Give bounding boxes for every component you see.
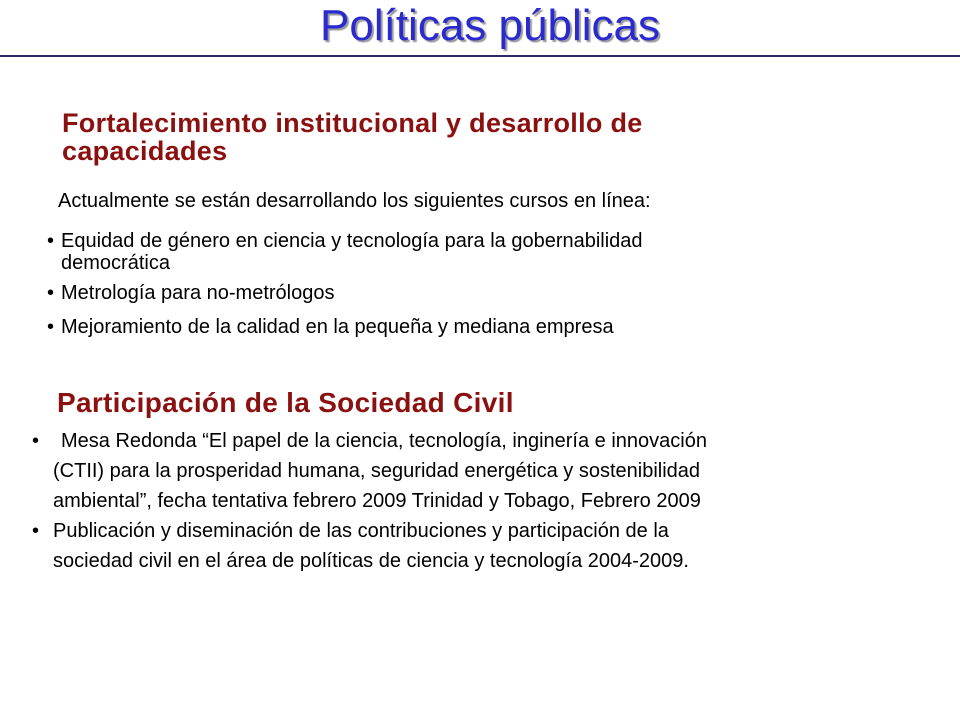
list-item-text: Publicación y diseminación de las contribuciones y participación de la [53, 520, 669, 542]
title-divider [0, 55, 960, 57]
list-item-course-quality [47, 315, 921, 339]
section-heading-civil-society: Participación de la Sociedad Civil [57, 387, 514, 418]
list-item-course-metrology [47, 281, 921, 305]
list-item-course-gender-equity [47, 230, 921, 274]
bullet-icon: • [47, 230, 55, 252]
list-item-round-table [32, 426, 933, 516]
bullet-icon: • [32, 520, 40, 542]
bullet-icon: • [47, 282, 55, 304]
list-item-text: sociedad civil en el área de políticas de ciencia y tecnología 2004-2009. [53, 550, 689, 572]
list-item-text: ambiental”, fecha tentativa febrero 2009 Trinidad y Tobago, Febrero 2009 [53, 490, 701, 512]
heading-line: capacidades [62, 136, 228, 166]
list-item-publication [32, 516, 933, 576]
slide-title: Políticas públicas [320, 1, 660, 50]
list-item-text: Equidad de género en ciencia y tecnología para la gobernabilidad [61, 230, 643, 252]
courses-intro: Actualmente se están desarrollando los siguientes cursos en línea: [58, 190, 651, 212]
list-item-text: democrática [61, 252, 170, 274]
list-item-text: Metrología para no-metrólogos [61, 282, 335, 304]
list-item-text: Mejoramiento de la calidad en la pequeña y mediana empresa [61, 316, 614, 338]
list-item-text: Mesa Redonda “El papel de la ciencia, tecnología, inginería e innovación [61, 430, 707, 452]
bullet-icon: • [32, 430, 40, 452]
bullet-icon: • [47, 316, 55, 338]
list-item-text: (CTII) para la prosperidad humana, seguridad energética y sostenibilidad [53, 460, 701, 482]
section-heading-institutional [62, 109, 922, 165]
heading-line: Fortalecimiento institucional y desarrollo de [62, 108, 643, 138]
